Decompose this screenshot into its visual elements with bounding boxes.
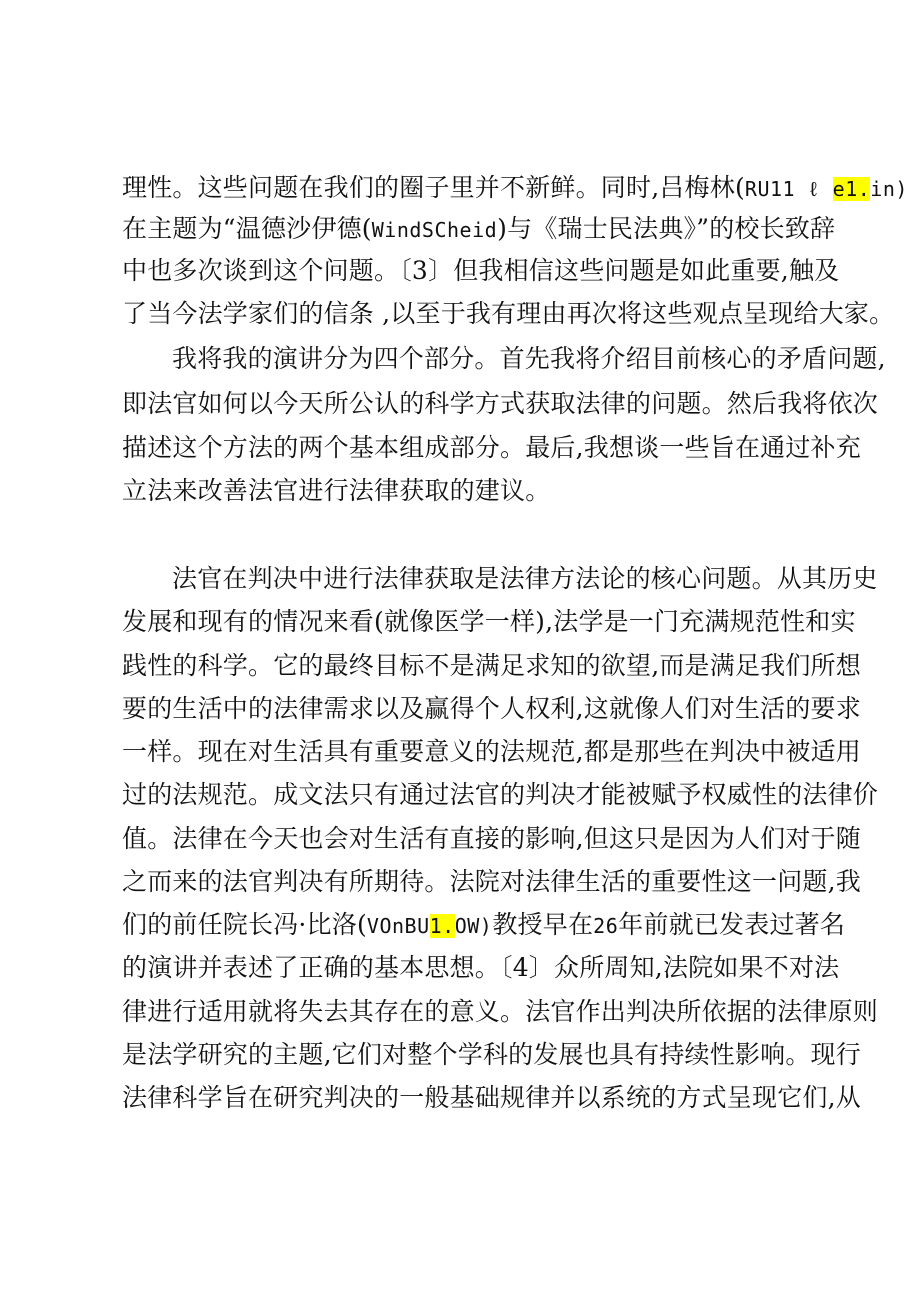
paragraph-3-line-11: 律进行适用就将失去其存在的意义。法官作出判决所依据的法律原则 [122,997,879,1026]
text-run: 在主题为“温德沙伊德( [122,214,372,243]
paragraph-3-line-8: 之而来的法官判决有所期待。法院对法律生活的重要性这一问题,我 [122,867,861,896]
paragraph-3-line-4: 要的生活中的法律需求以及赢得个人权利,这就像人们对生活的要求 [122,694,861,723]
number-run: 26 [593,914,619,938]
paragraph-3-line-5: 一样。现在对生活具有重要意义的法规范,都是那些在判决中被适用 [122,737,861,766]
text-run: 年前就已发表过著名 [618,910,846,939]
latin-run: OW) [454,914,493,938]
latin-run: VOnBU [366,914,430,938]
paragraph-3-line-1: 法官在判决中进行法律获取是法律方法论的核心问题。从其历史 [172,564,878,593]
paragraph-1-line-2 [122,214,836,245]
latin-run: ℓ [807,177,833,201]
paragraph-1-line-3: 中也多次谈到这个问题。〔3〕但我相信这些问题是如此重要,触及 [122,256,840,285]
highlighted-text: 1. [429,914,455,938]
paragraph-3-line-9 [122,910,846,941]
paragraph-2-line-1: 我将我的演讲分为四个部分。首先我将介绍目前核心的矛盾问题, [172,344,886,373]
paragraph-3-line-6: 过的法规范。成文法只有通过法官的判决才能被赋予权威性的法律价 [122,780,879,809]
latin-run: in) [870,177,908,201]
latin-run: WindSCheid [371,218,498,242]
paragraph-1-line-1 [122,173,908,204]
latin-run: RU11 [744,177,808,201]
text-run: )与《瑞士民法典》”的校长致辞 [497,214,836,243]
paragraph-3-line-3: 践性的科学。它的最终目标不是满足求知的欲望,而是满足我们所想 [122,651,861,680]
text-run: 们的前任院长冯·比洛( [122,910,367,939]
text-run: 教授早在 [492,910,594,939]
paragraph-2-line-4: 立法来改善法官进行法律获取的建议。 [122,476,551,505]
paragraph-1-line-4: 了当今法学家们的信条 ,以至于我有理由再次将这些观点呈现给大家。 [122,299,895,328]
paragraph-3-line-13: 法律科学旨在研究判决的一般基础规律并以系统的方式呈现它们,从 [122,1083,861,1112]
paragraph-3-line-10: 的演讲并表述了正确的基本思想。〔4〕众所周知,法院如果不对法 [122,953,840,982]
highlighted-text: e1. [832,177,871,201]
paragraph-3-line-12: 是法学研究的主题,它们对整个学科的发展也具有持续性影响。现行 [122,1040,861,1069]
paragraph-3-line-7: 值。法律在今天也会对生活有直接的影响,但这只是因为人们对于随 [122,824,861,853]
text-run: 理性。这些问题在我们的圈子里并不新鲜。同时,吕梅林( [122,173,745,202]
paragraph-3-line-2: 发展和现有的情况来看(就像医学一样),法学是一门充满规范性和实 [122,607,856,636]
paragraph-2-line-2: 即法官如何以今天所公认的科学方式获取法律的问题。然后我将依次 [122,389,879,418]
paragraph-2-line-3: 描述这个方法的两个基本组成部分。最后,我想谈一些旨在通过补充 [122,433,861,462]
